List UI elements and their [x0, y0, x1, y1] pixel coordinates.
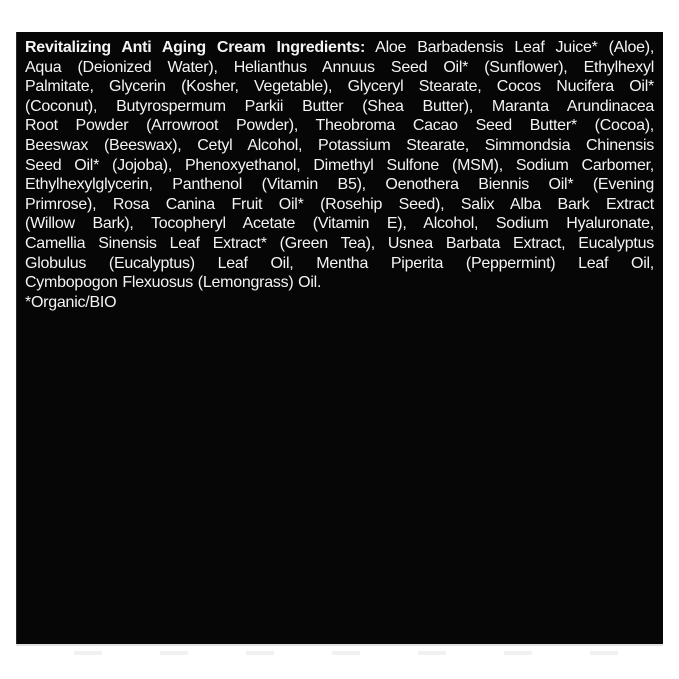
scan-artifact-strip [16, 651, 663, 655]
ingredients-line: Camellia Sinensis Leaf Extract* (Green Tea), Usnea Barbata Extract, Eucalyptus [25, 234, 654, 252]
ingredients-heading: Revitalizing Anti Aging Cream Ingredients: [25, 39, 366, 56]
ingredients-line: Cymbopogon Flexuosus (Lemongrass) Oil. [25, 274, 322, 292]
ingredients-line: Primrose), Rosa Canina Fruit Oil* (Rosehip Seed), Salix Alba Bark Extract [25, 195, 654, 213]
ingredients-text-block [25, 38, 654, 312]
ingredients-line: Globulus (Eucalyptus) Leaf Oil, Mentha Piperita (Peppermint) Leaf Oil, [25, 254, 654, 272]
ingredients-line: Beeswax (Beeswax), Cetyl Alcohol, Potassium Stearate, Simmondsia Chinensis [25, 136, 654, 154]
ingredients-line: (Willow Bark), Tocopheryl Acetate (Vitamin E), Alcohol, Sodium Hyaluronate, [25, 215, 654, 233]
ingredients-line: Aqua (Deionized Water), Helianthus Annuus Seed Oil* (Sunflower), Ethylhexyl [25, 58, 654, 76]
ingredients-line: Seed Oil* (Jojoba), Phenoxyethanol, Dimethyl Sulfone (MSM), Sodium Carbomer, [25, 156, 654, 174]
ingredients-line: Root Powder (Arrowroot Powder), Theobroma Cacao Seed Butter* (Cocoa), [25, 117, 654, 135]
ingredients-line: Palmitate, Glycerin (Kosher, Vegetable), Glyceryl Stearate, Cocos Nucifera Oil* [25, 78, 654, 96]
organic-footnote: *Organic/BIO [25, 293, 117, 311]
ingredients-line: (Coconut), Butyrospermum Parkii Butter (Shea Butter), Maranta Arundinacea [25, 97, 654, 115]
ingredients-line: Ethylhexylglycerin, Panthenol (Vitamin B5), Oenothera Biennis Oil* (Evening [25, 176, 654, 194]
ingredients-line-text: Aloe Barbadensis Leaf Juice* (Aloe), [375, 39, 655, 56]
ingredients-line [25, 38, 654, 58]
ingredients-label-panel [16, 32, 663, 646]
